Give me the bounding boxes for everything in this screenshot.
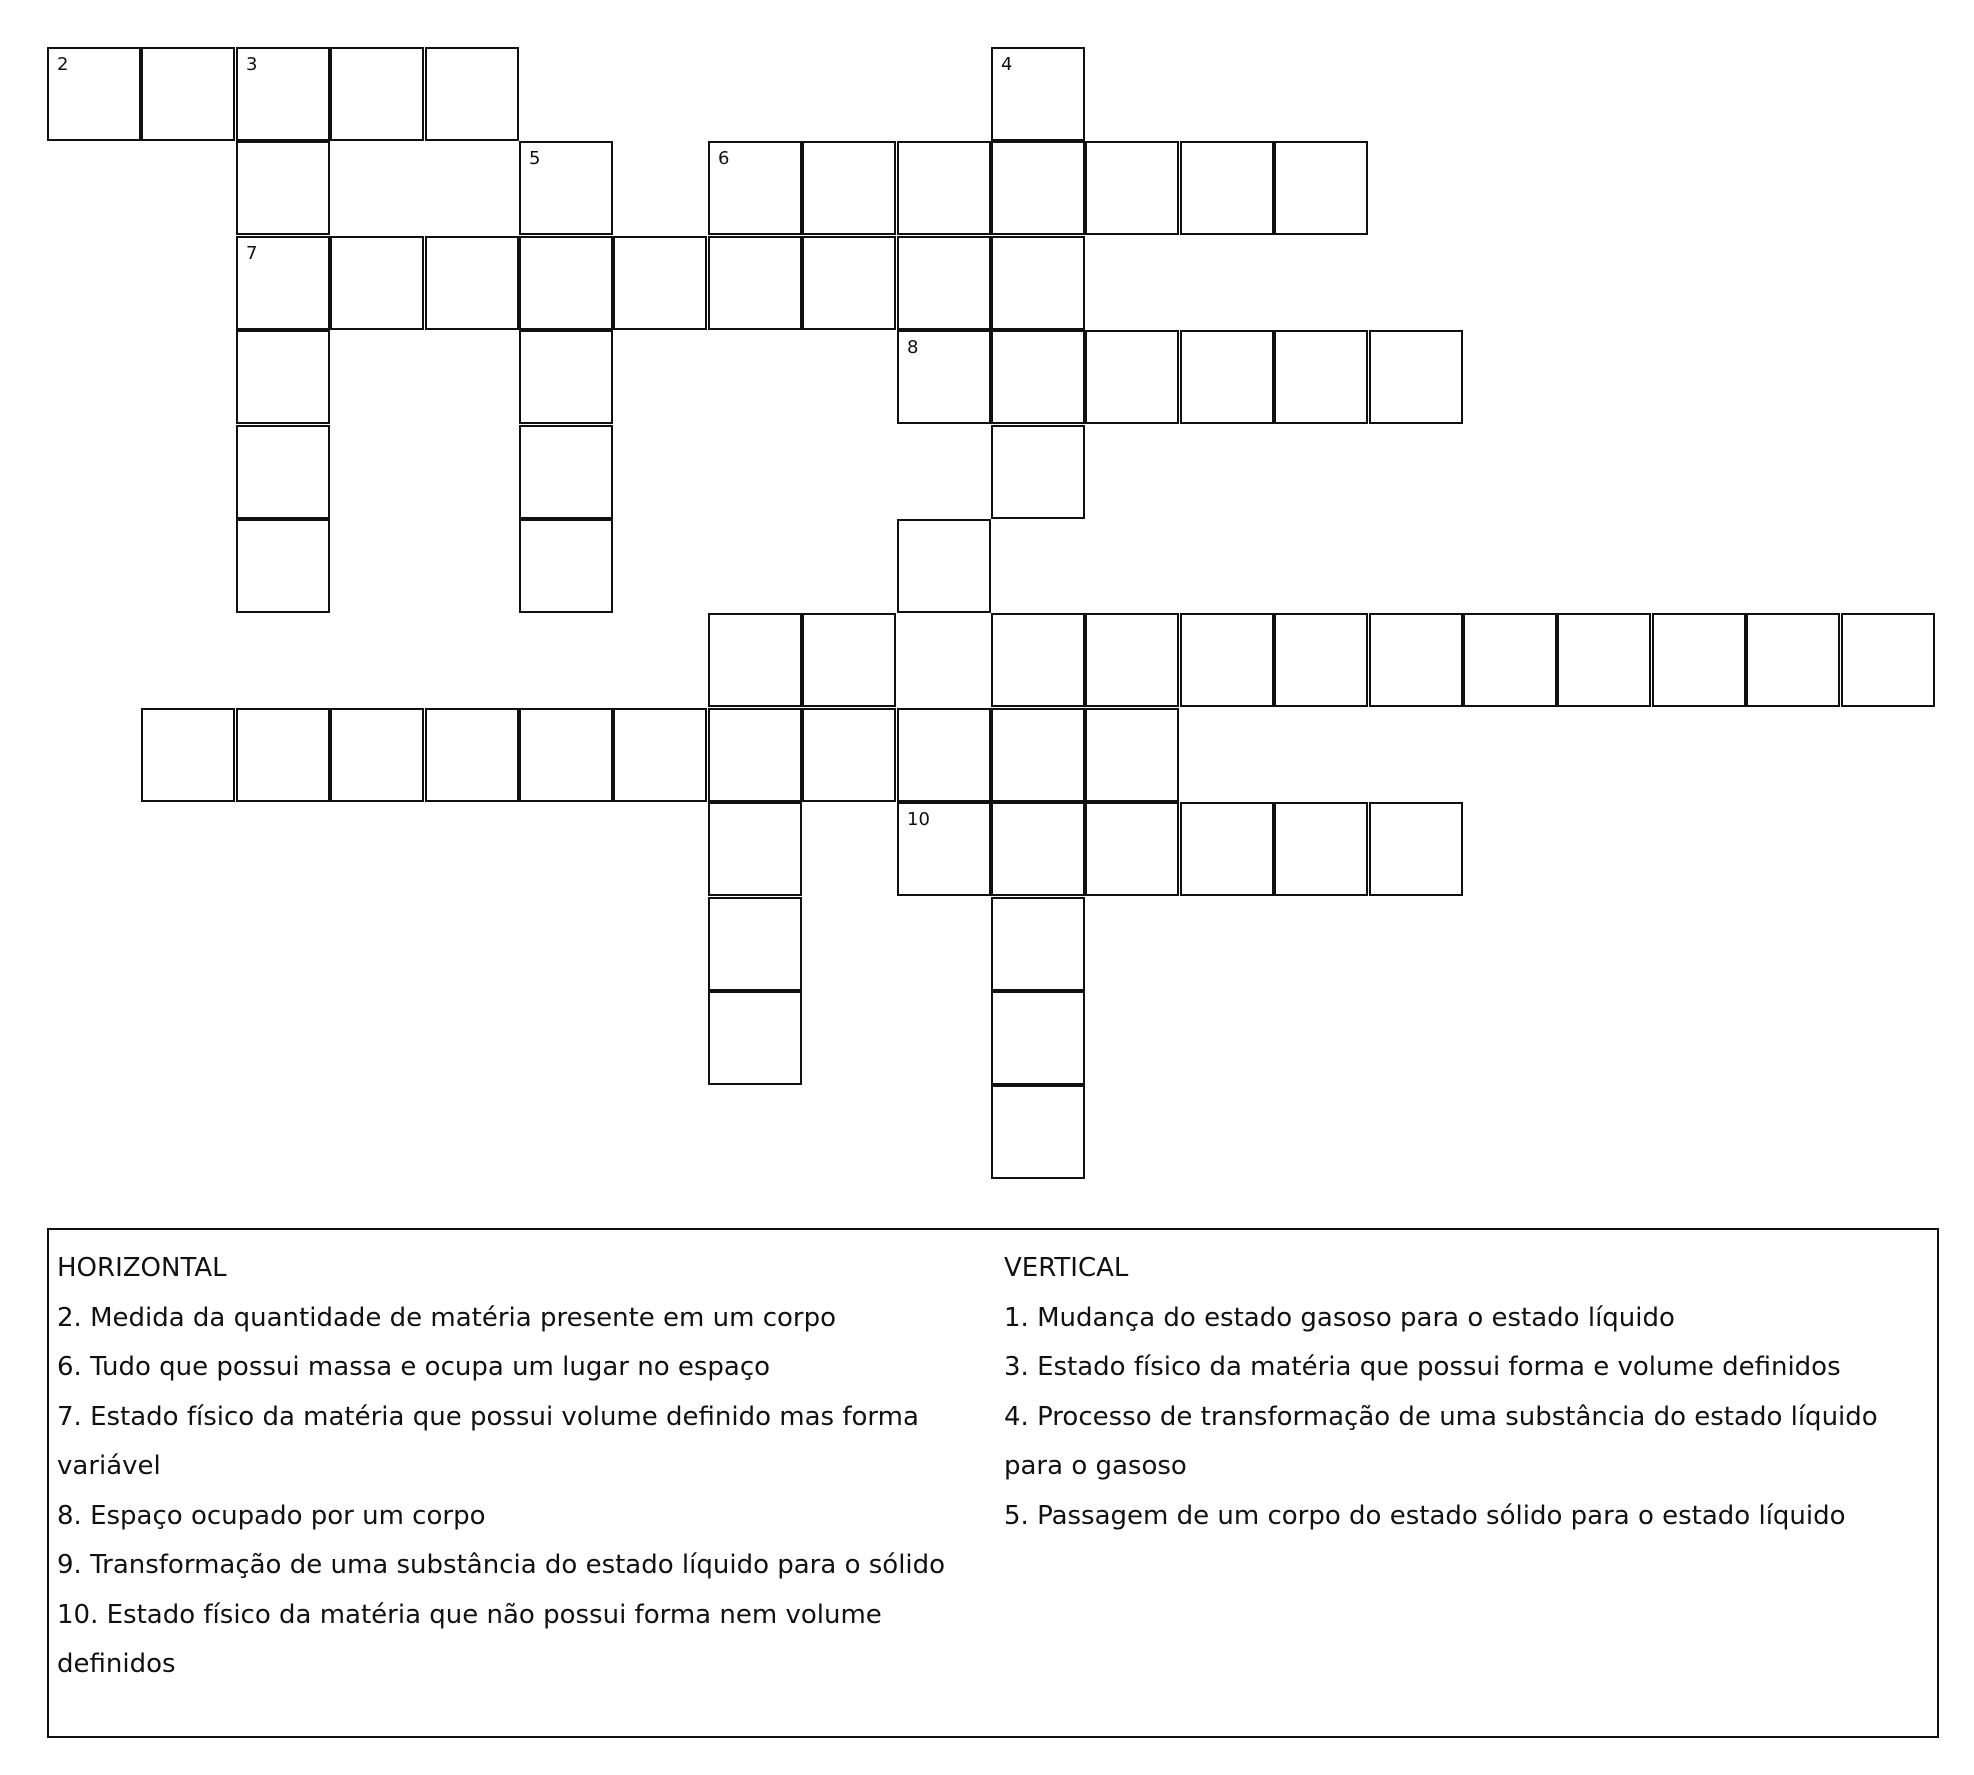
crossword-cell[interactable] <box>991 708 1085 802</box>
crossword-cell[interactable] <box>613 708 707 802</box>
crossword-cell[interactable] <box>236 425 330 519</box>
crossword-cell[interactable] <box>708 802 802 896</box>
horizontal-title: HORIZONTAL <box>57 1253 227 1283</box>
crossword-cell[interactable] <box>991 47 1085 141</box>
crossword-cell[interactable] <box>708 708 802 802</box>
crossword-cell[interactable] <box>897 708 991 802</box>
crossword-cell[interactable] <box>1557 613 1651 707</box>
crossword-cell[interactable] <box>708 613 802 707</box>
clues-box <box>47 1228 1939 1738</box>
clue-number: 4 <box>1001 54 1013 75</box>
crossword-cell[interactable] <box>47 47 141 141</box>
clue-h-10: 10. Estado físico da matéria que não possui forma nem volume definidos <box>57 1599 882 1679</box>
crossword-cell[interactable] <box>897 330 991 424</box>
clue-v-1: 1. Mudança do estado gasoso para o estado líquido <box>1004 1302 1675 1333</box>
clue-v-4: 4. Processo de transformação de uma substância do estado líquido para o gasoso <box>1004 1401 1878 1481</box>
crossword-cell[interactable] <box>1180 330 1274 424</box>
crossword-cell[interactable] <box>1085 613 1179 707</box>
crossword-cell[interactable] <box>519 708 613 802</box>
clue-number: 7 <box>246 243 258 264</box>
crossword-cell[interactable] <box>236 519 330 613</box>
crossword-cell[interactable] <box>1085 708 1179 802</box>
crossword-cell[interactable] <box>236 330 330 424</box>
crossword-cell[interactable] <box>519 519 613 613</box>
crossword-cell[interactable] <box>991 236 1085 330</box>
crossword-cell[interactable] <box>991 613 1085 707</box>
crossword-cell[interactable] <box>991 897 1085 991</box>
horizontal-clues <box>57 1244 987 1690</box>
clue-number: 2 <box>57 54 69 75</box>
clue-number: 10 <box>907 809 930 830</box>
crossword-cell[interactable] <box>1274 330 1368 424</box>
crossword-cell[interactable] <box>897 141 991 235</box>
crossword-cell[interactable] <box>1085 330 1179 424</box>
crossword-cell[interactable] <box>330 47 424 141</box>
clue-v-3: 3. Estado físico da matéria que possui forma e volume definidos <box>1004 1352 1841 1382</box>
crossword-cell[interactable] <box>425 236 519 330</box>
crossword-cell[interactable] <box>897 236 991 330</box>
crossword-cell[interactable] <box>330 236 424 330</box>
crossword-cell[interactable] <box>991 141 1085 235</box>
crossword-cell[interactable] <box>236 236 330 330</box>
crossword-cell[interactable] <box>519 330 613 424</box>
clue-h-6: 6. Tudo que possui massa e ocupa um lugar no espaço <box>57 1352 771 1382</box>
crossword-cell[interactable] <box>1085 802 1179 896</box>
crossword-cell[interactable] <box>1180 141 1274 235</box>
vertical-clues <box>1004 1244 1924 1541</box>
crossword-cell[interactable] <box>1180 802 1274 896</box>
crossword-cell[interactable] <box>236 141 330 235</box>
crossword-cell[interactable] <box>802 708 896 802</box>
clue-number: 5 <box>529 148 541 169</box>
vertical-title: VERTICAL <box>1004 1253 1129 1283</box>
crossword-cell[interactable] <box>708 897 802 991</box>
crossword-cell[interactable] <box>1369 330 1463 424</box>
clue-number: 8 <box>907 337 919 358</box>
crossword-cell[interactable] <box>1274 613 1368 707</box>
crossword-cell[interactable] <box>141 708 235 802</box>
crossword-cell[interactable] <box>330 708 424 802</box>
crossword-cell[interactable] <box>802 613 896 707</box>
crossword-cell[interactable] <box>519 425 613 519</box>
crossword-cell[interactable] <box>991 802 1085 896</box>
crossword-cell[interactable] <box>1746 613 1840 707</box>
crossword-cell[interactable] <box>236 708 330 802</box>
clue-number: 3 <box>246 54 258 75</box>
crossword-cell[interactable] <box>613 236 707 330</box>
crossword-cell[interactable] <box>1180 613 1274 707</box>
crossword-cell[interactable] <box>1652 613 1746 707</box>
crossword-cell[interactable] <box>1274 802 1368 896</box>
crossword-cell[interactable] <box>519 236 613 330</box>
clue-h-7: 7. Estado físico da matéria que possui volume definido mas forma variável <box>57 1401 919 1481</box>
crossword-cell[interactable] <box>519 141 613 235</box>
crossword-cell[interactable] <box>1274 141 1368 235</box>
crossword-cell[interactable] <box>991 425 1085 519</box>
crossword-cell[interactable] <box>991 1085 1085 1179</box>
crossword-cell[interactable] <box>141 47 235 141</box>
clue-h-8: 8. Espaço ocupado por um corpo <box>57 1500 486 1531</box>
crossword-cell[interactable] <box>425 708 519 802</box>
crossword-cell[interactable] <box>708 141 802 235</box>
crossword-cell[interactable] <box>1369 802 1463 896</box>
crossword-cell[interactable] <box>1369 613 1463 707</box>
clue-h-2: 2. Medida da quantidade de matéria presente em um corpo <box>57 1302 837 1333</box>
crossword-cell[interactable] <box>1085 141 1179 235</box>
clue-v-5: 5. Passagem de um corpo do estado sólido para o estado líquido <box>1004 1500 1846 1531</box>
crossword-cell[interactable] <box>991 330 1085 424</box>
crossword-cell[interactable] <box>802 236 896 330</box>
crossword-cell[interactable] <box>1841 613 1935 707</box>
crossword-cell[interactable] <box>425 47 519 141</box>
crossword-cell[interactable] <box>991 991 1085 1085</box>
clue-number: 6 <box>718 148 730 169</box>
crossword-cell[interactable] <box>708 236 802 330</box>
crossword-cell[interactable] <box>1463 613 1557 707</box>
crossword-cell[interactable] <box>802 141 896 235</box>
crossword-cell[interactable] <box>236 47 330 141</box>
crossword-cell[interactable] <box>897 802 991 896</box>
crossword-cell[interactable] <box>708 991 802 1085</box>
clue-h-9: 9. Transformação de uma substância do estado líquido para o sólido <box>57 1550 946 1580</box>
crossword-cell[interactable] <box>897 519 991 613</box>
